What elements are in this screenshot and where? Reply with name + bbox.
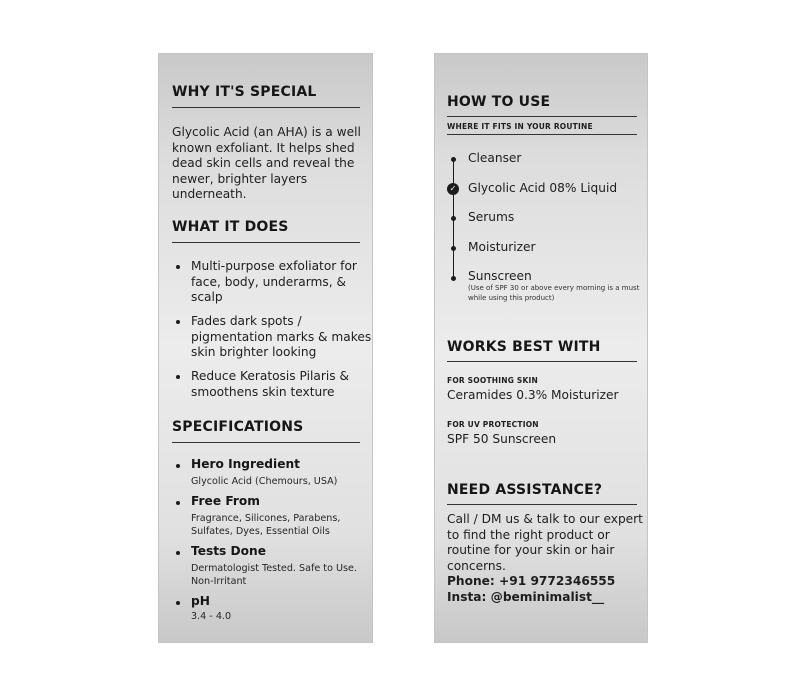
need-assistance-heading: NEED ASSISTANCE?	[447, 482, 603, 498]
why-special-line: dead skin cells and reveal the	[172, 156, 355, 170]
what-it-does-line: Multi-purpose exfoliator for	[191, 259, 357, 273]
pairing-product: Ceramides 0.3% Moisturizer	[447, 388, 619, 402]
what-it-does-line: pigmentation marks & makes	[191, 330, 372, 344]
routine-subheading: WHERE IT FITS IN YOUR ROUTINE	[447, 122, 593, 131]
assistance-line: concerns.	[447, 559, 506, 573]
what-it-does-line: skin brighter looking	[191, 345, 317, 359]
divider	[447, 361, 637, 362]
divider	[172, 107, 360, 108]
why-special-line: Glycolic Acid (an AHA) is a well	[172, 125, 361, 139]
check-icon: ✓	[447, 183, 459, 195]
routine-step: Moisturizer	[468, 240, 536, 254]
timeline-dot-icon	[451, 246, 456, 251]
why-special-line: newer, brighter layers	[172, 172, 308, 186]
bullet-icon	[176, 265, 180, 269]
spec-value: Fragrance, Silicones, Parabens,	[191, 513, 341, 524]
routine-step: Sunscreen	[468, 269, 532, 283]
routine-step: Serums	[468, 210, 515, 224]
phone-contact: Phone: +91 9772346555	[447, 574, 616, 588]
assistance-line: routine for your skin or hair	[447, 543, 615, 557]
spec-value: 3.4 - 4.0	[191, 611, 232, 622]
timeline-dot-icon	[451, 276, 456, 281]
bullet-icon	[176, 375, 180, 379]
divider	[447, 116, 637, 117]
instagram-contact: Insta: @beminimalist__	[447, 590, 605, 604]
divider	[172, 442, 360, 443]
left-info-card	[158, 53, 373, 643]
pairing-label: FOR UV PROTECTION	[447, 420, 539, 429]
spec-title: Free From	[191, 494, 260, 508]
timeline-dot-icon	[451, 157, 456, 162]
bullet-icon	[176, 551, 180, 555]
what-it-does-line: scalp	[191, 290, 223, 304]
spec-value: Dermatologist Tested. Safe to Use.	[191, 563, 357, 574]
specifications-heading: SPECIFICATIONS	[172, 419, 304, 435]
what-it-does-line: smoothens skin texture	[191, 385, 335, 399]
right-info-card	[434, 53, 648, 643]
bullet-icon	[176, 501, 180, 505]
spec-value: Sulfates, Dyes, Essential Oils	[191, 526, 330, 537]
what-it-does-line: Fades dark spots /	[191, 314, 302, 328]
why-special-line: underneath.	[172, 187, 247, 201]
divider	[447, 504, 637, 505]
pairing-label: FOR SOOTHING SKIN	[447, 376, 538, 385]
timeline-dot-icon	[451, 216, 456, 221]
spec-title: pH	[191, 594, 210, 608]
what-it-does-line: Reduce Keratosis Pilaris &	[191, 369, 349, 383]
bullet-icon	[176, 464, 180, 468]
why-special-heading: WHY IT'S SPECIAL	[172, 84, 317, 100]
spec-title: Tests Done	[191, 544, 266, 558]
why-special-line: known exfoliant. It helps shed	[172, 141, 355, 155]
what-it-does-heading: WHAT IT DOES	[172, 219, 289, 235]
what-it-does-line: face, body, underarms, &	[191, 275, 347, 289]
spec-value: Non-Irritant	[191, 576, 247, 587]
how-to-use-heading: HOW TO USE	[447, 94, 551, 110]
divider	[447, 134, 637, 135]
assistance-line: to find the right product or	[447, 528, 610, 542]
works-best-with-heading: WORKS BEST WITH	[447, 339, 601, 355]
spec-value: Glycolic Acid (Chemours, USA)	[191, 476, 338, 487]
bullet-icon	[176, 320, 180, 324]
assistance-line: Call / DM us & talk to our expert	[447, 512, 643, 526]
pairing-product: SPF 50 Sunscreen	[447, 432, 557, 446]
divider	[172, 242, 360, 243]
sunscreen-note: while using this product)	[468, 294, 555, 302]
routine-step: Cleanser	[468, 151, 522, 165]
sunscreen-note: (Use of SPF 30 or above every morning is a must	[468, 284, 640, 292]
spec-title: Hero Ingredient	[191, 457, 300, 471]
bullet-icon	[176, 601, 180, 605]
routine-step-active: Glycolic Acid 08% Liquid	[468, 181, 618, 195]
